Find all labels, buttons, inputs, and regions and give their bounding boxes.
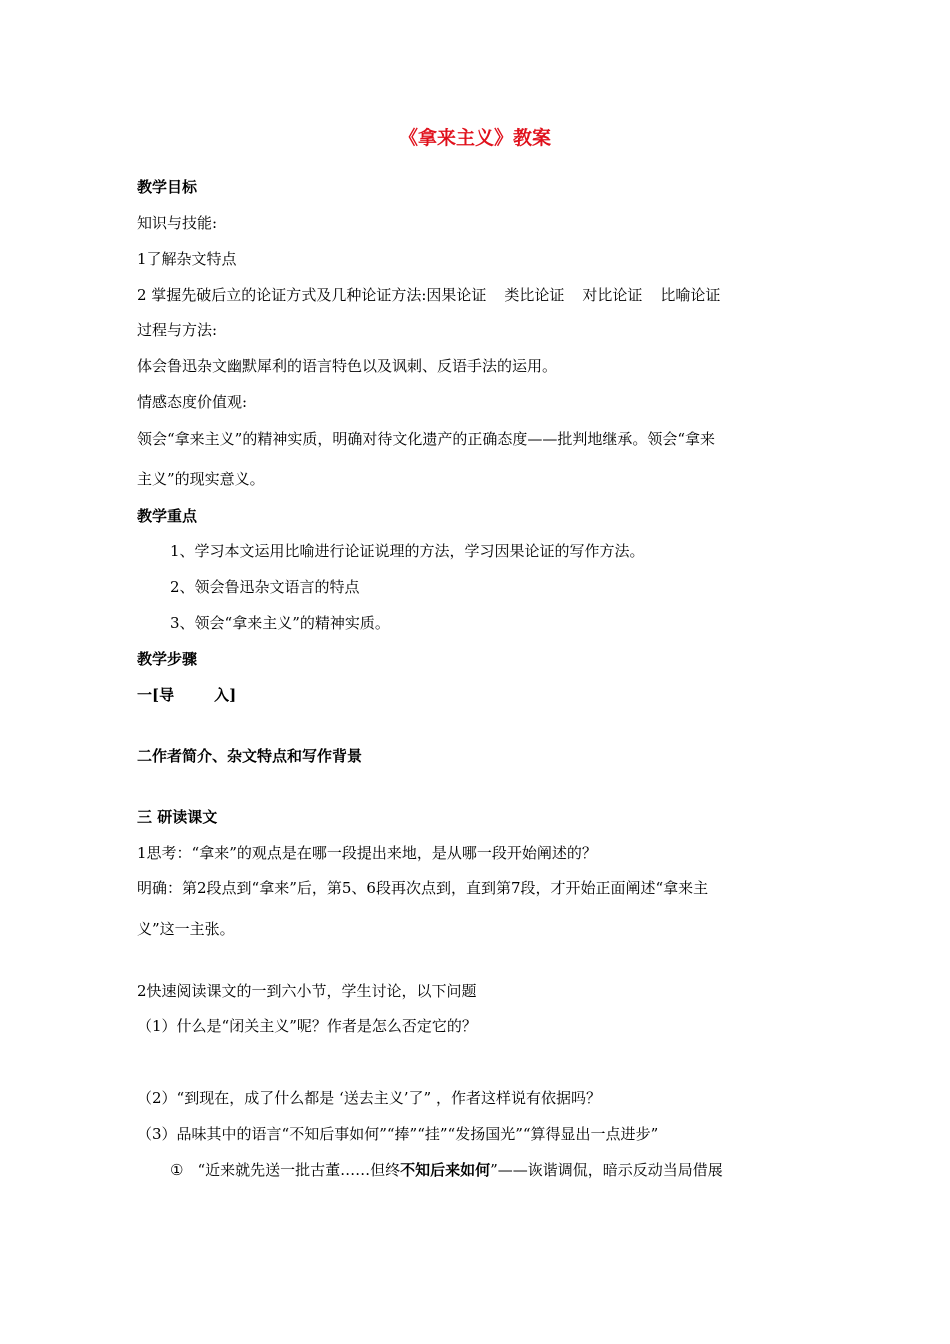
sub-question-1: （1）什么是“闭关主义”呢？作者是怎么否定它的？ [137,1017,477,1035]
step-2-background: 二作者简介、杂文特点和写作背景 [137,747,363,765]
process-text: 体会鲁迅杂文幽默犀利的语言特色以及讽刺、反语手法的运用。 [137,357,558,375]
attitude-text-line-2: 主义”的现实意义。 [137,470,265,488]
knowledge-item-1: 1了解杂文特点 [137,250,237,268]
knowledge-label: 知识与技能: [137,214,218,232]
circled-number-1: ① [170,1161,184,1179]
answer-1-line-1: 明确：第2段点到“拿来”后，第5、6段再次点到，直到第7段，才开始正面阐述“拿来主 [137,879,709,897]
step-1-part-a: 一[导 [137,686,175,704]
method-metaphor: 比喻论证 [660,286,721,304]
section-heading-key-points: 教学重点 [137,507,198,525]
step-3-study: 三 研读课文 [137,808,218,826]
quote-emphasis: 不知后来如何 [400,1161,491,1179]
attitude-label: 情感态度价值观: [137,393,248,411]
knowledge-item-2-prefix: 2 掌握先破后立的论证方式及几种论证方法: [137,286,427,304]
method-analogy: 类比论证 [504,286,565,304]
attitude-text-line-1: 领会“拿来主义”的精神实质，明确对待文化遗产的正确态度——批判地继承。领会“拿来 [137,430,716,448]
question-2: 2快速阅读课文的一到六小节，学生讨论，以下问题 [137,982,477,1000]
step-1-part-b: 入] [214,686,237,704]
key-point-2: 2、领会鲁迅杂文语言的特点 [170,578,360,596]
sub-question-3: （3）品味其中的语言“不知后事如何”“捧”“挂”“发扬国光”“算得显出一点进步” [137,1125,659,1143]
process-label: 过程与方法: [137,321,218,339]
page-title: 《拿来主义》教案 [398,127,551,149]
key-point-3: 3、领会“拿来主义”的精神实质。 [170,614,390,632]
step-1-introduction [137,685,236,705]
method-contrast: 对比论证 [582,286,643,304]
key-point-1: 1、学习本文运用比喻进行论证说理的方法，学习因果论证的写作方法。 [170,542,645,560]
question-1: 1思考：“拿来”的观点是在哪一段提出来地，是从哪一段开始阐述的？ [137,844,597,862]
quote-end: ”——诙谐调侃，暗示反动当局借展 [490,1161,723,1179]
answer-1-line-2: 义”这一主张。 [137,920,235,938]
section-heading-objectives: 教学目标 [137,178,198,196]
knowledge-item-2 [137,285,720,305]
section-heading-steps: 教学步骤 [137,650,198,668]
method-causal: 因果论证 [426,286,487,304]
sub-question-2: （2）“到现在，成了什么都是 ‘送去主义’了” ，作者这样说有依据吗？ [137,1089,601,1107]
analysis-item-1 [170,1160,723,1180]
quote-start: “近来就先送一批古董……但终 [197,1161,401,1179]
